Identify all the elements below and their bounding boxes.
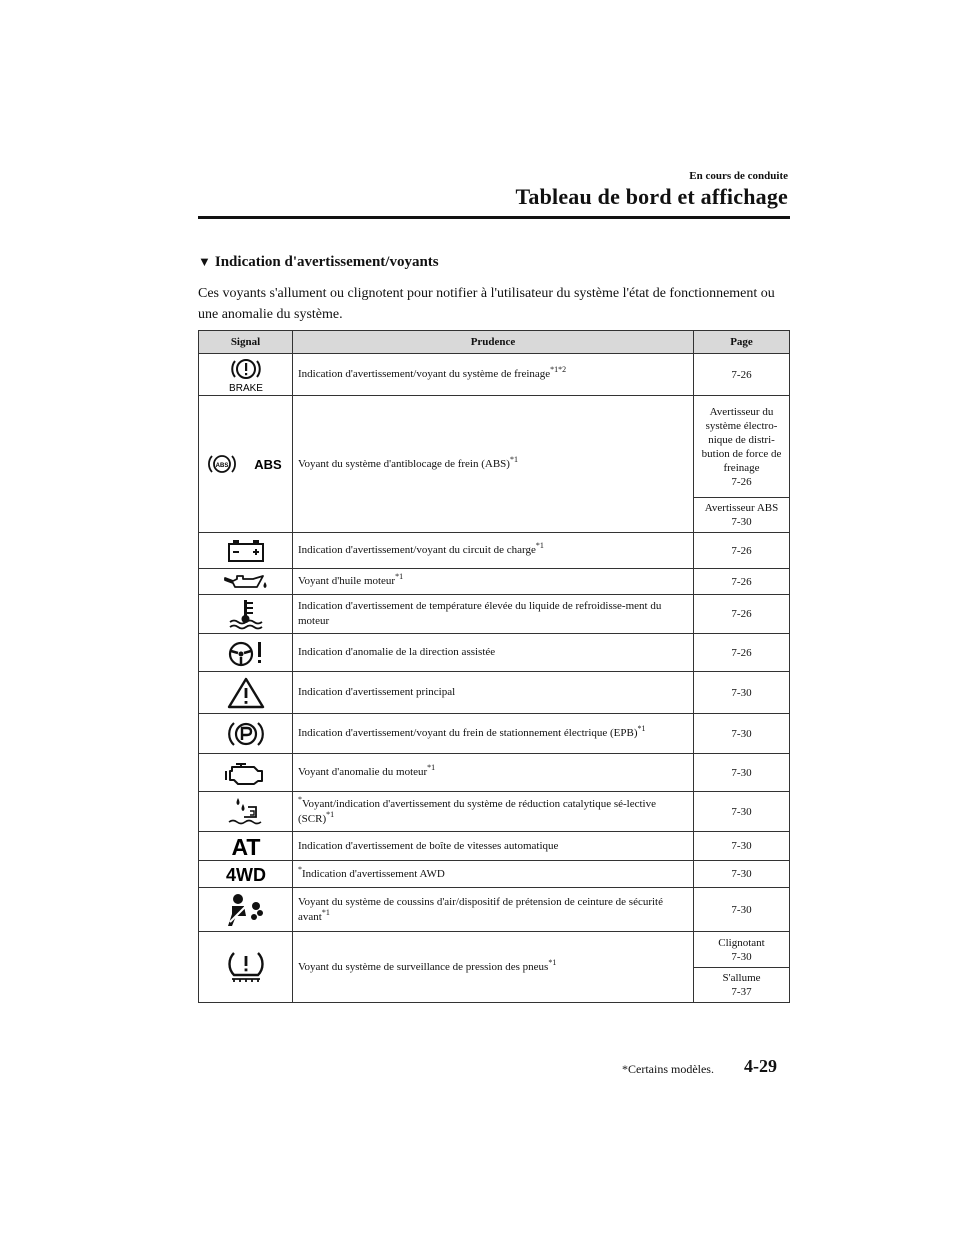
section-label: En cours de conduite [689, 170, 788, 182]
table-row [199, 792, 790, 832]
signal-cell [199, 672, 293, 714]
signal-cell [199, 396, 293, 533]
table-row [199, 396, 790, 498]
table-row [199, 888, 790, 932]
table-header-row [199, 331, 790, 354]
page-cell: Avertisseur ABS 7-30 [694, 498, 790, 533]
page-cell: 7-30 [694, 714, 790, 754]
page-cell: 7-26 [694, 634, 790, 672]
abs-warning-icon [204, 450, 288, 478]
section-heading-text: Indication d'avertissement/voyants [214, 254, 439, 270]
page-cell: 7-26 [694, 533, 790, 569]
triangle-marker-icon: ▼ [198, 254, 211, 269]
table-row [199, 634, 790, 672]
page-cell: 7-26 [694, 569, 790, 595]
table-row [199, 354, 790, 396]
header-page: Page [694, 331, 790, 354]
signal-cell [199, 861, 293, 888]
signal-cell [199, 792, 293, 832]
scr-fluid-icon [226, 796, 266, 828]
signal-cell [199, 569, 293, 595]
page-cell: 7-30 [694, 792, 790, 832]
signal-cell [199, 832, 293, 861]
table-row [199, 861, 790, 888]
table-row [199, 672, 790, 714]
coolant-temperature-icon [226, 598, 266, 630]
page-cell: 7-30 [694, 754, 790, 792]
warning-lights-table [198, 330, 790, 1003]
signal-cell [199, 354, 293, 396]
page-cell: S'allume 7-37 [694, 968, 790, 1003]
signal-cell [199, 754, 293, 792]
prudence-cell: *Voyant/indication d'avertissement du système de réduction catalytique sé-lective (SCR)$^{*1}$ [293, 792, 694, 832]
oil-can-icon [223, 573, 269, 591]
signal-cell [199, 888, 293, 932]
steering-wheel-warning-icon [226, 638, 266, 668]
prudence-cell: Voyant du système de coussins d'air/dispositif de prétension de ceinture de sécurité avant$^{*1}$ [293, 888, 694, 932]
section-heading [198, 254, 439, 271]
prudence-cell: Indication d'avertissement/voyant du circuit de charge$^{*1}$ [293, 533, 694, 569]
engine-check-icon [224, 759, 268, 787]
master-warning-triangle-icon [226, 676, 266, 710]
prudence-cell: *Indication d'avertissement AWD [293, 861, 694, 888]
chapter-title: Tableau de bord et affichage [515, 184, 788, 209]
page-cell: 7-30 [694, 861, 790, 888]
page-cell: 7-30 [694, 832, 790, 861]
prudence-cell: Voyant du système d'antiblocage de frein (ABS)$^{*1}$ [293, 396, 694, 533]
at-icon-label: AT [231, 834, 260, 858]
table-row [199, 832, 790, 861]
prudence-cell: Voyant d'huile moteur$^{*1}$ [293, 569, 694, 595]
header-signal: Signal [199, 331, 293, 354]
automatic-transmission-icon [224, 834, 268, 858]
signal-cell [199, 714, 293, 754]
prudence-cell: Indication d'avertissement de température élevée du liquide de refroidisse-ment du moteur [293, 595, 694, 634]
tire-pressure-icon [224, 949, 268, 985]
page-cell: 7-30 [694, 672, 790, 714]
abs-icon-small-label: ABS [215, 463, 228, 469]
footnote: *Certains modèles. [622, 1062, 714, 1076]
page-number: 4-29 [744, 1056, 777, 1076]
signal-cell [199, 533, 293, 569]
table-row [199, 714, 790, 754]
prudence-cell: Indication d'avertissement/voyant du système de freinage$^{*1*2}$ [293, 354, 694, 396]
abs-icon-label: ABS [253, 457, 282, 472]
awd-warning-icon [216, 863, 276, 885]
prudence-cell: Indication d'avertissement de boîte de vitesses automatique [293, 832, 694, 861]
page-cell: 7-26 [694, 354, 790, 396]
signal-cell [199, 932, 293, 1003]
header-rule [198, 216, 790, 219]
electric-parking-brake-icon [224, 717, 268, 751]
prudence-cell: Voyant du système de surveillance de pression des pneus$^{*1}$ [293, 932, 694, 1003]
prudence-cell: Indication d'avertissement principal [293, 672, 694, 714]
table-row [199, 595, 790, 634]
prudence-cell: Indication d'avertissement/voyant du frein de stationnement électrique (EPB)$^{*1}$ [293, 714, 694, 754]
header-prudence: Prudence [293, 331, 694, 354]
brake-icon-label: BRAKE [228, 382, 263, 393]
battery-charge-icon [226, 539, 266, 563]
airbag-seatbelt-icon [224, 892, 268, 928]
brake-warning-icon [226, 357, 266, 393]
signal-cell [199, 634, 293, 672]
table-row [199, 569, 790, 595]
table-row [199, 754, 790, 792]
table-row [199, 932, 790, 968]
table-row [199, 533, 790, 569]
prudence-cell: Indication d'anomalie de la direction assistée [293, 634, 694, 672]
page-cell: 7-30 [694, 888, 790, 932]
intro-paragraph: Ces voyants s'allument ou clignotent pour notifier à l'utilisateur du système l'état de fonctionnement ou une anomalie du système. [198, 286, 775, 322]
page-cell: 7-26 [694, 595, 790, 634]
page-cell: Avertisseur du système électro-nique de distri-bution de force de freinage 7-26 [694, 396, 790, 498]
awd-icon-label: 4WD [225, 865, 266, 885]
signal-cell [199, 595, 293, 634]
prudence-cell: Voyant d'anomalie du moteur$^{*1}$ [293, 754, 694, 792]
page-cell: Clignotant 7-30 [694, 932, 790, 968]
